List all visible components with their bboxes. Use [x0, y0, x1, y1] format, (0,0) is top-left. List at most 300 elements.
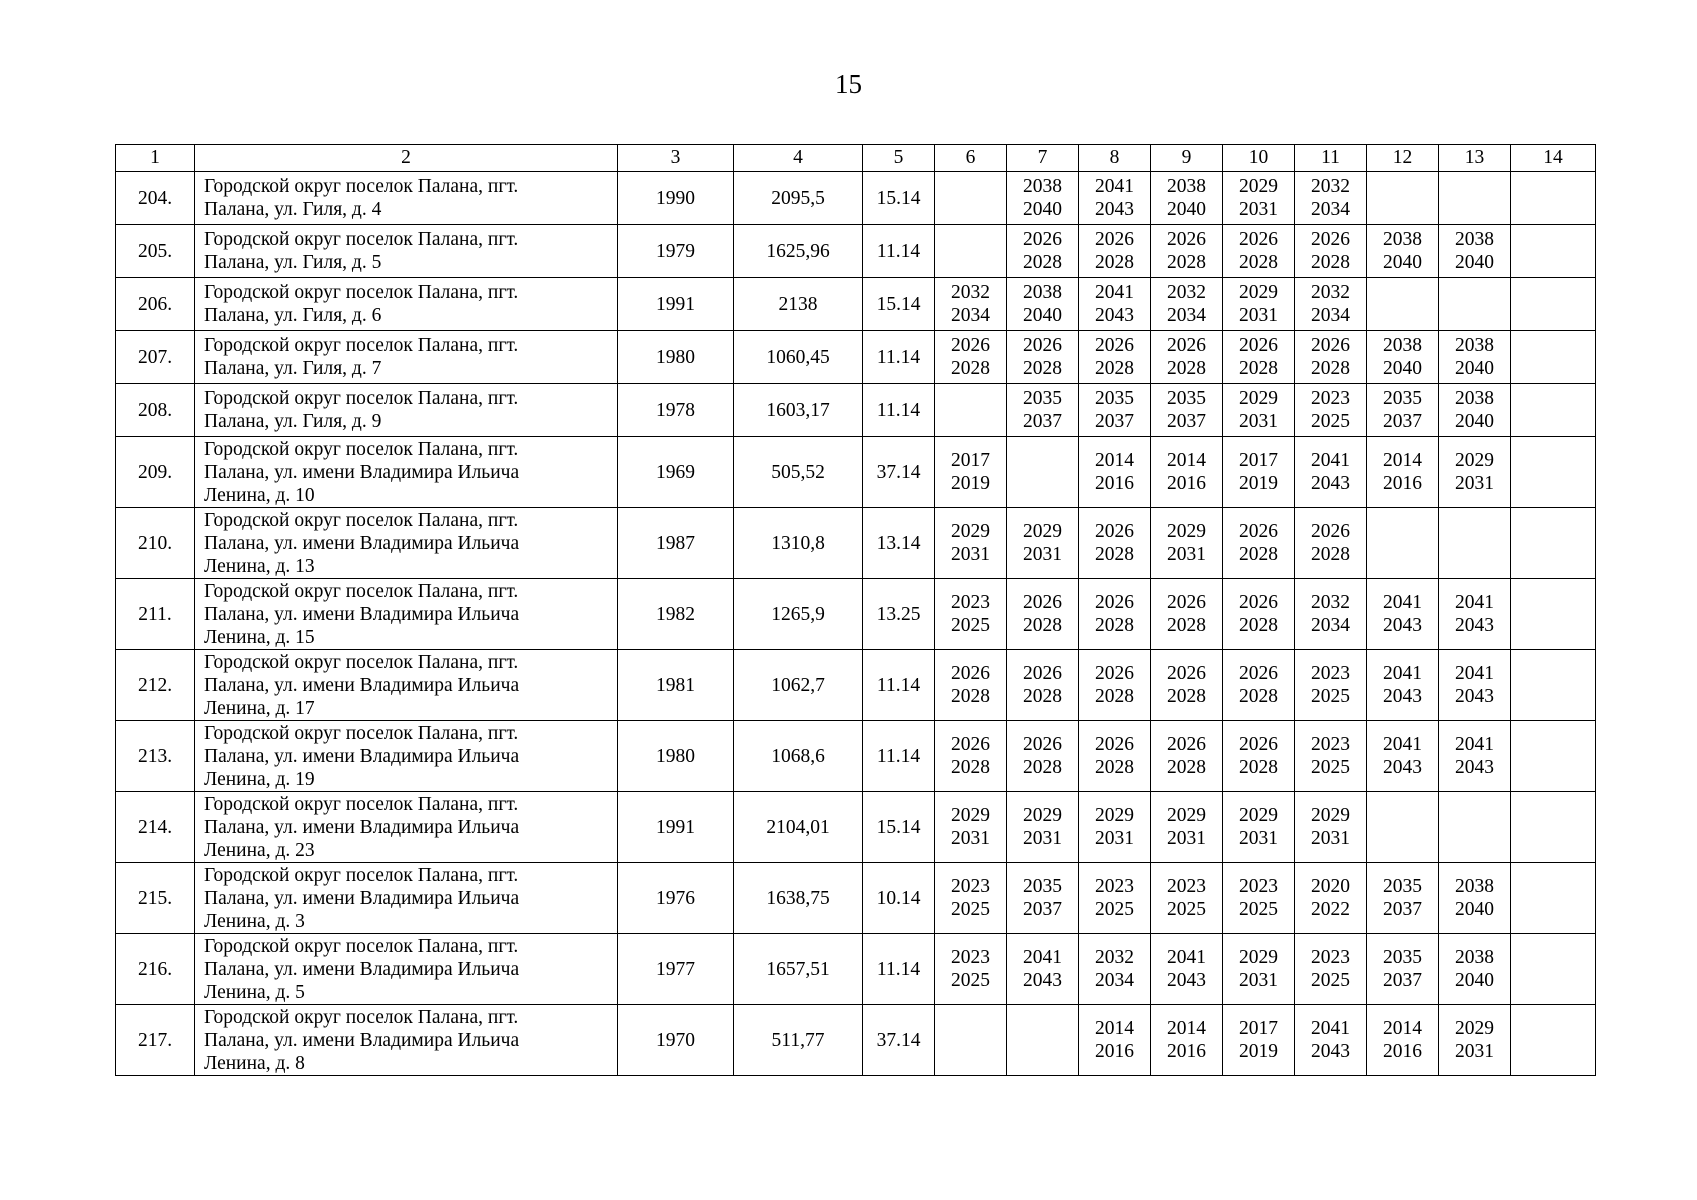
build-year-cell: 1991: [618, 278, 734, 331]
period-year: 2026: [1167, 229, 1206, 250]
build-year-cell: 1976: [618, 863, 734, 934]
address-line: Палана, ул. имени Владимира Ильича: [204, 532, 520, 554]
repair-period-cell-c7: [1007, 508, 1079, 579]
period-year: 2029: [1239, 176, 1278, 197]
address-line: Палана, ул. имени Владимира Ильича: [204, 674, 520, 696]
repair-period-cell-c8: [1079, 863, 1151, 934]
build-year-cell: 1978: [618, 384, 734, 437]
period-year: 2031: [1167, 544, 1206, 565]
period-year: 2031: [1023, 544, 1062, 565]
table-row: [116, 863, 1596, 934]
address-line: Палана, ул. имени Владимира Ильича: [204, 745, 520, 767]
period-year: 2023: [1239, 876, 1278, 897]
period-year: 2028: [951, 686, 990, 707]
period-year: 2017: [1239, 450, 1278, 471]
period-year: 2014: [1383, 450, 1422, 471]
table-row: [116, 508, 1596, 579]
period-year: 2032: [1167, 282, 1206, 303]
period-year: 2029: [1239, 388, 1278, 409]
period-year: 2028: [951, 358, 990, 379]
period-year: 2038: [1383, 335, 1422, 356]
repair-period-cell-c9: [1151, 579, 1223, 650]
period-year: 2028: [951, 757, 990, 778]
repair-period-cell-c6: [935, 508, 1007, 579]
period-year: 2019: [1239, 1041, 1278, 1062]
period-year: 2029: [1239, 282, 1278, 303]
table-row: [116, 579, 1596, 650]
repair-period-cell-c7: [1007, 278, 1079, 331]
repair-period-cell-c9: [1151, 331, 1223, 384]
address-line: Городской округ поселок Палана, пгт.: [204, 335, 519, 356]
address-cell: [195, 1005, 618, 1076]
repair-period-cell-c6: [935, 863, 1007, 934]
period-year: 2026: [1167, 592, 1206, 613]
period-year: 2040: [1023, 305, 1062, 326]
period-year: 2025: [1311, 970, 1350, 991]
address-line: Городской округ поселок Палана, пгт.: [204, 651, 519, 673]
area-cell: 505,52: [734, 437, 863, 508]
repair-period-cell-c8: [1079, 721, 1151, 792]
repair-period-cell-c11: [1295, 384, 1367, 437]
code-cell: 11.14: [863, 721, 935, 792]
period-year: 2025: [1239, 899, 1278, 920]
period-year: 2026: [951, 663, 990, 684]
period-year: 2026: [1167, 335, 1206, 356]
period-year: 2034: [1095, 970, 1134, 991]
address-line: Ленина, д. 15: [204, 626, 315, 648]
repair-period-cell-c6: [935, 1005, 1007, 1076]
repair-period-cell-c8: [1079, 278, 1151, 331]
area-cell: 1062,7: [734, 650, 863, 721]
repair-period-cell-c9: [1151, 278, 1223, 331]
address-line: Палана, ул. Гиля, д. 9: [204, 411, 382, 432]
repair-period-cell-c12: [1367, 863, 1439, 934]
repair-period-cell-c8: [1079, 225, 1151, 278]
address-line: Ленина, д. 5: [204, 981, 305, 1003]
column-number-5: 5: [863, 145, 935, 172]
repair-period-cell-c10: [1223, 863, 1295, 934]
area-cell: 1310,8: [734, 508, 863, 579]
period-year: 2041: [1383, 592, 1422, 613]
period-year: 2026: [1239, 335, 1278, 356]
row-number-cell: 217.: [116, 1005, 195, 1076]
repair-period-cell-c6: [935, 721, 1007, 792]
period-year: 2043: [1455, 615, 1494, 636]
column-number-2: 2: [195, 145, 618, 172]
address-line: Ленина, д. 10: [204, 484, 315, 506]
address-line: Городской округ поселок Палана, пгт.: [204, 176, 519, 197]
area-cell: 2138: [734, 278, 863, 331]
period-year: 2016: [1167, 1041, 1206, 1062]
period-year: 2028: [1095, 252, 1134, 273]
repair-period-cell-c11: [1295, 278, 1367, 331]
code-cell: 37.14: [863, 437, 935, 508]
address-cell: [195, 650, 618, 721]
repair-period-cell-c7: [1007, 225, 1079, 278]
period-year: 2016: [1167, 473, 1206, 494]
period-year: 2023: [1311, 388, 1350, 409]
period-year: 2016: [1095, 1041, 1134, 1062]
repair-period-cell-c8: [1079, 650, 1151, 721]
build-year-cell: 1979: [618, 225, 734, 278]
build-year-cell: 1977: [618, 934, 734, 1005]
period-year: 2025: [1311, 757, 1350, 778]
period-year: 2028: [1239, 358, 1278, 379]
period-year: 2028: [1023, 252, 1062, 273]
address-cell: [195, 863, 618, 934]
period-year: 2037: [1167, 411, 1206, 432]
period-year: 2041: [1383, 663, 1422, 684]
repair-period-cell-c10: [1223, 508, 1295, 579]
period-year: 2031: [1095, 828, 1134, 849]
period-year: 2035: [1023, 876, 1062, 897]
address-cell: [195, 278, 618, 331]
repair-period-cell-c12: [1367, 721, 1439, 792]
repair-period-cell-c11: [1295, 331, 1367, 384]
area-cell: 2095,5: [734, 172, 863, 225]
period-year: 2040: [1455, 252, 1494, 273]
period-year: 2028: [1239, 544, 1278, 565]
period-year: 2028: [1167, 252, 1206, 273]
table-body: [116, 145, 1596, 1076]
period-year: 2034: [951, 305, 990, 326]
period-year: 2029: [951, 521, 990, 542]
period-year: 2040: [1455, 411, 1494, 432]
repair-period-cell-c13: [1439, 278, 1511, 331]
column-14-cell: [1511, 278, 1596, 331]
repair-period-cell-c12: [1367, 650, 1439, 721]
row-number-cell: 204.: [116, 172, 195, 225]
period-year: 2019: [1239, 473, 1278, 494]
repair-period-cell-c10: [1223, 792, 1295, 863]
row-number-cell: 211.: [116, 579, 195, 650]
column-14-cell: [1511, 934, 1596, 1005]
area-cell: 1265,9: [734, 579, 863, 650]
period-year: 2026: [951, 335, 990, 356]
period-year: 2016: [1095, 473, 1134, 494]
period-year: 2041: [1167, 947, 1206, 968]
period-year: 2026: [1023, 335, 1062, 356]
column-14-cell: [1511, 437, 1596, 508]
code-cell: 11.14: [863, 225, 935, 278]
period-year: 2041: [1095, 282, 1134, 303]
repair-period-cell-c9: [1151, 1005, 1223, 1076]
repair-period-cell-c11: [1295, 650, 1367, 721]
repair-period-cell-c13: [1439, 863, 1511, 934]
period-year: 2026: [1167, 663, 1206, 684]
repair-period-cell-c8: [1079, 792, 1151, 863]
period-year: 2028: [1311, 544, 1350, 565]
period-year: 2029: [1023, 805, 1062, 826]
period-year: 2041: [1455, 734, 1494, 755]
address-line: Палана, ул. имени Владимира Ильича: [204, 816, 520, 838]
period-year: 2035: [1383, 947, 1422, 968]
repair-period-cell-c9: [1151, 650, 1223, 721]
period-year: 2028: [1023, 757, 1062, 778]
column-14-cell: [1511, 863, 1596, 934]
period-year: 2028: [1095, 686, 1134, 707]
period-year: 2038: [1023, 176, 1062, 197]
repair-period-cell-c8: [1079, 384, 1151, 437]
column-14-cell: [1511, 579, 1596, 650]
repair-period-cell-c11: [1295, 437, 1367, 508]
repair-period-cell-c7: [1007, 437, 1079, 508]
period-year: 2025: [1311, 411, 1350, 432]
repair-period-cell-c12: [1367, 437, 1439, 508]
address-cell: [195, 721, 618, 792]
address-cell: [195, 437, 618, 508]
period-year: 2026: [1095, 663, 1134, 684]
repair-period-cell-c7: [1007, 172, 1079, 225]
area-cell: 1625,96: [734, 225, 863, 278]
repair-period-cell-c13: [1439, 579, 1511, 650]
period-year: 2041: [1023, 947, 1062, 968]
repair-period-cell-c10: [1223, 331, 1295, 384]
repair-period-cell-c6: [935, 225, 1007, 278]
period-year: 2029: [1167, 805, 1206, 826]
column-number-4: 4: [734, 145, 863, 172]
period-year: 2023: [1167, 876, 1206, 897]
repair-period-cell-c13: [1439, 650, 1511, 721]
period-year: 2043: [1023, 970, 1062, 991]
repair-period-cell-c10: [1223, 579, 1295, 650]
period-year: 2029: [1239, 947, 1278, 968]
repair-period-cell-c6: [935, 437, 1007, 508]
period-year: 2038: [1455, 947, 1494, 968]
period-year: 2028: [1095, 358, 1134, 379]
build-year-cell: 1982: [618, 579, 734, 650]
repair-period-cell-c9: [1151, 508, 1223, 579]
repair-period-cell-c9: [1151, 384, 1223, 437]
period-year: 2032: [951, 282, 990, 303]
repair-period-cell-c9: [1151, 792, 1223, 863]
period-year: 2031: [1239, 305, 1278, 326]
repair-period-cell-c11: [1295, 863, 1367, 934]
period-year: 2023: [951, 876, 990, 897]
repair-period-cell-c7: [1007, 384, 1079, 437]
area-cell: 1060,45: [734, 331, 863, 384]
period-year: 2038: [1023, 282, 1062, 303]
period-year: 2026: [1095, 521, 1134, 542]
period-year: 2029: [1239, 805, 1278, 826]
column-number-14: 14: [1511, 145, 1596, 172]
address-cell: [195, 225, 618, 278]
period-year: 2028: [1239, 757, 1278, 778]
repair-period-cell-c11: [1295, 508, 1367, 579]
address-line: Ленина, д. 17: [204, 697, 315, 719]
page-number: 15: [835, 69, 862, 99]
row-number-cell: 206.: [116, 278, 195, 331]
repair-period-cell-c13: [1439, 721, 1511, 792]
address-line: Ленина, д. 23: [204, 839, 315, 861]
row-number-cell: 214.: [116, 792, 195, 863]
repair-period-cell-c9: [1151, 172, 1223, 225]
repair-period-cell-c13: [1439, 331, 1511, 384]
period-year: 2020: [1311, 876, 1350, 897]
repair-period-cell-c6: [935, 650, 1007, 721]
period-year: 2025: [951, 970, 990, 991]
repair-period-cell-c13: [1439, 437, 1511, 508]
table-row: [116, 331, 1596, 384]
period-year: 2026: [1095, 734, 1134, 755]
column-number-6: 6: [935, 145, 1007, 172]
period-year: 2028: [1023, 615, 1062, 636]
repair-period-cell-c13: [1439, 934, 1511, 1005]
housing-repair-schedule-table: [115, 144, 1596, 1076]
repair-period-cell-c11: [1295, 172, 1367, 225]
period-year: 2041: [1311, 1018, 1350, 1039]
repair-period-cell-c8: [1079, 508, 1151, 579]
repair-period-cell-c13: [1439, 508, 1511, 579]
period-year: 2023: [1311, 734, 1350, 755]
repair-period-cell-c9: [1151, 225, 1223, 278]
period-year: 2028: [1095, 544, 1134, 565]
repair-period-cell-c11: [1295, 934, 1367, 1005]
period-year: 2028: [1167, 757, 1206, 778]
period-year: 2040: [1455, 970, 1494, 991]
period-year: 2025: [1095, 899, 1134, 920]
table-row: [116, 934, 1596, 1005]
address-line: Палана, ул. имени Владимира Ильича: [204, 461, 520, 483]
code-cell: 15.14: [863, 278, 935, 331]
period-year: 2040: [1383, 358, 1422, 379]
period-year: 2031: [1239, 970, 1278, 991]
address-cell: [195, 792, 618, 863]
period-year: 2038: [1455, 876, 1494, 897]
row-number-cell: 212.: [116, 650, 195, 721]
repair-period-cell-c7: [1007, 792, 1079, 863]
period-year: 2037: [1383, 411, 1422, 432]
repair-period-cell-c12: [1367, 579, 1439, 650]
period-year: 2023: [1311, 947, 1350, 968]
repair-period-cell-c6: [935, 384, 1007, 437]
table-row: [116, 384, 1596, 437]
code-cell: 37.14: [863, 1005, 935, 1076]
address-line: Палана, ул. Гиля, д. 5: [204, 252, 382, 273]
address-line: Городской округ поселок Палана, пгт.: [204, 438, 519, 460]
address-line: Городской округ поселок Палана, пгт.: [204, 722, 519, 744]
address-line: Городской округ поселок Палана, пгт.: [204, 229, 519, 250]
period-year: 2032: [1095, 947, 1134, 968]
period-year: 2025: [1167, 899, 1206, 920]
code-cell: 13.14: [863, 508, 935, 579]
period-year: 2038: [1455, 335, 1494, 356]
repair-period-cell-c8: [1079, 1005, 1151, 1076]
address-line: Ленина, д. 3: [204, 910, 305, 932]
period-year: 2035: [1095, 388, 1134, 409]
repair-period-cell-c10: [1223, 437, 1295, 508]
column-number-12: 12: [1367, 145, 1439, 172]
period-year: 2031: [1455, 473, 1494, 494]
column-number-11: 11: [1295, 145, 1367, 172]
repair-period-cell-c10: [1223, 278, 1295, 331]
address-line: Городской округ поселок Палана, пгт.: [204, 580, 519, 602]
repair-period-cell-c12: [1367, 508, 1439, 579]
row-number-cell: 205.: [116, 225, 195, 278]
period-year: 2031: [1455, 1041, 1494, 1062]
period-year: 2028: [1023, 358, 1062, 379]
period-year: 2026: [1239, 592, 1278, 613]
repair-period-cell-c10: [1223, 934, 1295, 1005]
period-year: 2016: [1383, 1041, 1422, 1062]
repair-period-cell-c7: [1007, 863, 1079, 934]
period-year: 2037: [1383, 970, 1422, 991]
period-year: 2040: [1383, 252, 1422, 273]
period-year: 2028: [1167, 358, 1206, 379]
period-year: 2029: [1455, 1018, 1494, 1039]
build-year-cell: 1990: [618, 172, 734, 225]
repair-period-cell-c7: [1007, 1005, 1079, 1076]
column-number-header-row: [116, 145, 1596, 172]
address-cell: [195, 508, 618, 579]
period-year: 2028: [1311, 358, 1350, 379]
period-year: 2034: [1167, 305, 1206, 326]
column-number-1: 1: [116, 145, 195, 172]
table-row: [116, 721, 1596, 792]
repair-period-cell-c13: [1439, 792, 1511, 863]
period-year: 2029: [1095, 805, 1134, 826]
period-year: 2014: [1167, 450, 1206, 471]
repair-period-cell-c6: [935, 172, 1007, 225]
address-line: Палана, ул. имени Владимира Ильича: [204, 887, 520, 909]
period-year: 2023: [1311, 663, 1350, 684]
area-cell: 1603,17: [734, 384, 863, 437]
period-year: 2043: [1455, 757, 1494, 778]
repair-period-cell-c11: [1295, 579, 1367, 650]
address-line: Ленина, д. 19: [204, 768, 315, 790]
period-year: 2014: [1383, 1018, 1422, 1039]
repair-period-cell-c12: [1367, 172, 1439, 225]
column-14-cell: [1511, 721, 1596, 792]
period-year: 2025: [951, 899, 990, 920]
repair-period-cell-c12: [1367, 934, 1439, 1005]
period-year: 2031: [1023, 828, 1062, 849]
repair-period-cell-c11: [1295, 1005, 1367, 1076]
area-cell: 1068,6: [734, 721, 863, 792]
period-year: 2029: [951, 805, 990, 826]
repair-period-cell-c6: [935, 278, 1007, 331]
column-number-7: 7: [1007, 145, 1079, 172]
period-year: 2026: [1239, 663, 1278, 684]
table-row: [116, 1005, 1596, 1076]
area-cell: 1638,75: [734, 863, 863, 934]
column-number-8: 8: [1079, 145, 1151, 172]
repair-period-cell-c11: [1295, 225, 1367, 278]
address-line: Палана, ул. Гиля, д. 7: [204, 358, 382, 379]
column-14-cell: [1511, 331, 1596, 384]
period-year: 2028: [1239, 686, 1278, 707]
area-cell: 1657,51: [734, 934, 863, 1005]
repair-period-cell-c9: [1151, 863, 1223, 934]
repair-period-cell-c7: [1007, 650, 1079, 721]
address-line: Городской округ поселок Палана, пгт.: [204, 282, 519, 303]
column-number-3: 3: [618, 145, 734, 172]
period-year: 2019: [951, 473, 990, 494]
table-row: [116, 792, 1596, 863]
period-year: 2041: [1311, 450, 1350, 471]
period-year: 2031: [1239, 411, 1278, 432]
build-year-cell: 1987: [618, 508, 734, 579]
period-year: 2037: [1383, 899, 1422, 920]
repair-period-cell-c6: [935, 331, 1007, 384]
column-14-cell: [1511, 508, 1596, 579]
period-year: 2028: [1095, 757, 1134, 778]
row-number-cell: 213.: [116, 721, 195, 792]
address-cell: [195, 579, 618, 650]
period-year: 2028: [1311, 252, 1350, 273]
build-year-cell: 1980: [618, 721, 734, 792]
period-year: 2023: [951, 592, 990, 613]
